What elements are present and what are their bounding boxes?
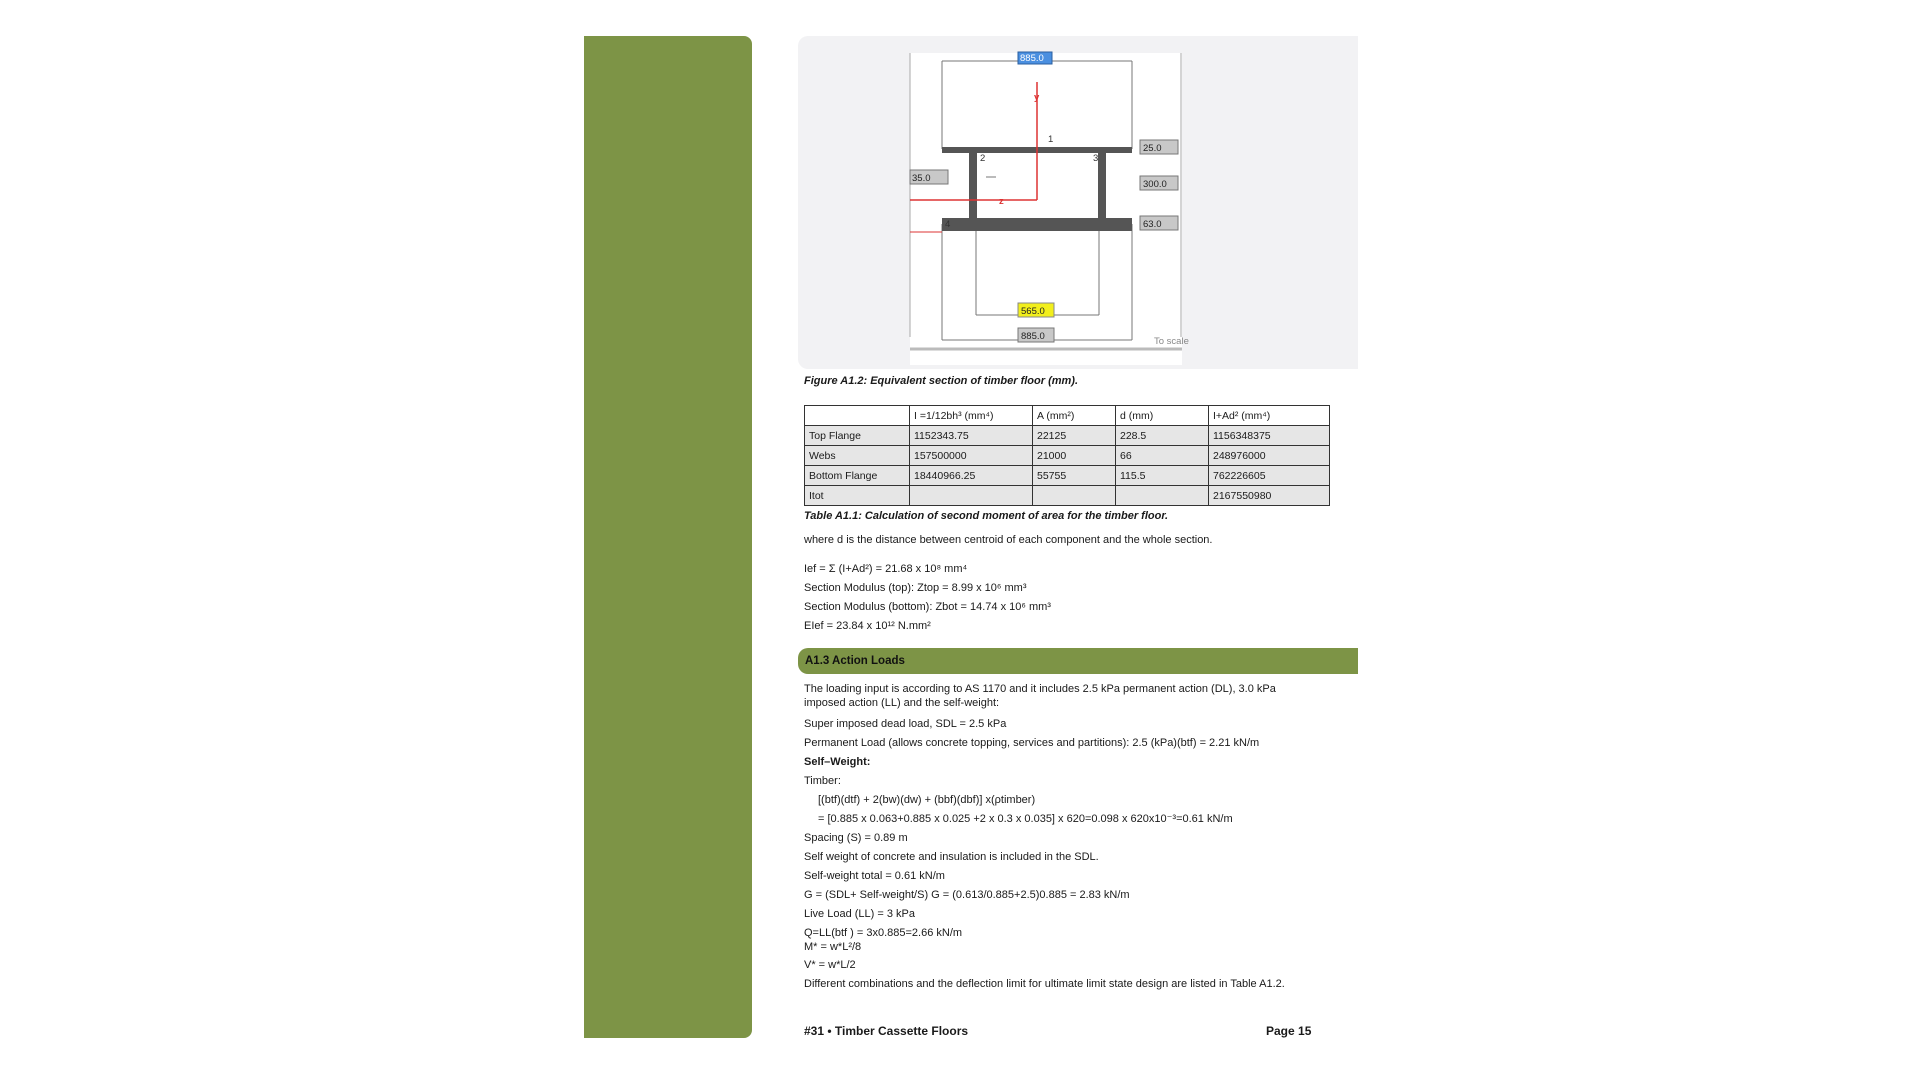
table-cell: Top Flange [805, 426, 910, 446]
inner-width-value: 565.0 [1021, 306, 1045, 317]
table-cell: 1152343.75 [910, 426, 1033, 446]
where-note: where d is the distance between centroid of each component and the whole section. [804, 534, 1213, 546]
figure-caption: Figure A1.2: Equivalent section of timber floor (mm). [804, 375, 1079, 387]
right-web [1098, 153, 1106, 224]
table-header [805, 406, 910, 426]
ei-line: EIef = 23.84 x 10¹² N.mm² [804, 620, 931, 632]
body-line: Timber: [804, 775, 841, 787]
table-row [805, 486, 1330, 506]
table-caption: Table A1.1: Calculation of second moment of area for the timber floor. [804, 510, 1169, 522]
top-width-value: 885.0 [1020, 53, 1044, 64]
footer-title: #31 • Timber Cassette Floors [804, 1024, 969, 1038]
table-cell: 157500000 [910, 446, 1033, 466]
table-cell: 762226605 [1209, 466, 1330, 486]
ztop-line: Section Modulus (top): Ztop = 8.99 x 10⁶ mm³ [804, 582, 1027, 594]
bottom-thickness-value: 63.0 [1143, 219, 1162, 230]
table-cell: 18440966.25 [910, 466, 1033, 486]
table-header: d (mm) [1116, 406, 1209, 426]
body-line: G = (SDL+ Self-weight/S) G = (0.613/0.885+2.5)0.885 = 2.83 kN/m [804, 889, 1130, 901]
table-cell: Webs [805, 446, 910, 466]
table-header: I =1/12bh³ (mm⁴) [910, 406, 1033, 426]
table-header: A (mm²) [1033, 406, 1116, 426]
body-line: Self-weight total = 0.61 kN/m [804, 870, 945, 882]
page-number: Page 15 [1266, 1024, 1312, 1038]
body-line: imposed action (LL) and the self-weight: [804, 697, 1000, 709]
table-row [805, 426, 1330, 446]
body-line: Q=LL(btf ) = 3x0.885=2.66 kN/m [804, 927, 963, 939]
moment-table [804, 405, 1330, 506]
member-2-label: 2 [980, 153, 986, 164]
self-weight-heading: Self–Weight: [804, 756, 871, 768]
member-4-label: 4 [945, 219, 951, 230]
section-heading: A1.3 Action Loads [798, 648, 1358, 674]
table-cell: 248976000 [1209, 446, 1330, 466]
bottom-width-value: 885.0 [1021, 331, 1045, 342]
member-3-label: 3 [1093, 153, 1099, 164]
section-diagram [798, 36, 1358, 369]
table-cell: Bottom Flange [805, 466, 910, 486]
table-cell [1116, 486, 1209, 506]
member-1-label: 1 [1048, 134, 1054, 145]
top-thickness-value: 25.0 [1143, 143, 1162, 154]
table-cell: 2167550980 [1209, 486, 1330, 506]
body-line: The loading input is according to AS 1170 and it includes 2.5 kPa permanent action (DL), 3.0 kPa [804, 683, 1276, 695]
body-line: Super imposed dead load, SDL = 2.5 kPa [804, 718, 1007, 730]
formula-line: [(btf)(dtf) + 2(bw)(dw) + (bbf)(dbf)] x(ρtimber) [818, 794, 1036, 806]
z-axis-label: z [999, 196, 1004, 207]
table-header: I+Ad² (mm⁴) [1209, 406, 1330, 426]
table-header-row [805, 406, 1330, 426]
left-web [969, 153, 977, 224]
body-line: M* = w*L²/8 [804, 941, 862, 953]
table-cell: 21000 [1033, 446, 1116, 466]
table-cell: Itot [805, 486, 910, 506]
bottom-flange [942, 218, 1132, 231]
scale-note: To scale [1154, 336, 1189, 347]
web-height-value: 300.0 [1143, 179, 1167, 190]
body-line: Spacing (S) = 0.89 m [804, 832, 908, 844]
body-line: Self weight of concrete and insulation is included in the SDL. [804, 851, 1099, 863]
body-line: Different combinations and the deflection limit for ultimate limit state design are listed in Table A1.2. [804, 978, 1285, 990]
side-color-bar [584, 36, 752, 1038]
diagram-canvas [910, 53, 1182, 365]
table-cell: 55755 [1033, 466, 1116, 486]
body-line: Live Load (LL) = 3 kPa [804, 908, 915, 920]
table-row [805, 446, 1330, 466]
table-cell: 115.5 [1116, 466, 1209, 486]
formula-line: = [0.885 x 0.063+0.885 x 0.025 +2 x 0.3 x 0.035] x 620=0.098 x 620x10⁻³=0.61 kN/m [818, 813, 1233, 825]
table-cell [910, 486, 1033, 506]
section-figure [798, 36, 1358, 369]
body-line: Permanent Load (allows concrete topping, services and partitions): 2.5 (kPa)(btf) = 2.21 kN/m [804, 737, 1260, 749]
table-row [805, 466, 1330, 486]
y-axis-label: y [1034, 92, 1040, 103]
table-cell: 1156348375 [1209, 426, 1330, 446]
body-line: V* = w*L/2 [804, 959, 856, 971]
table-cell: 22125 [1033, 426, 1116, 446]
table-cell: 66 [1116, 446, 1209, 466]
zbot-line: Section Modulus (bottom): Zbot = 14.74 x 10⁶ mm³ [804, 601, 1051, 613]
table-cell: 228.5 [1116, 426, 1209, 446]
left-web-value: 35.0 [912, 173, 931, 184]
ief-line: Ief = Σ (I+Ad²) = 21.68 x 10⁸ mm⁴ [804, 563, 968, 575]
table-cell [1033, 486, 1116, 506]
